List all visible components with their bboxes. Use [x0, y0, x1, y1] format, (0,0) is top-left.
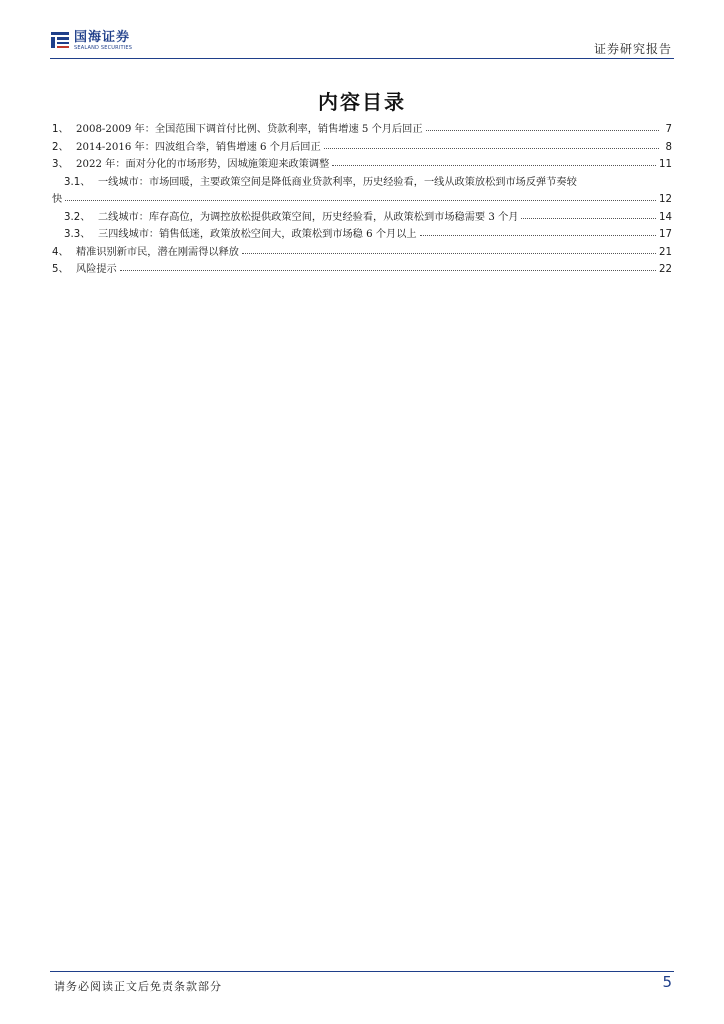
- toc-number: 3.3、: [64, 229, 91, 240]
- toc-leader-dots: [324, 139, 659, 149]
- header-divider: [50, 58, 674, 59]
- toc-text: 三四线城市：销售低迷，政策放松空间大，政策松到市场稳 6 个月以上: [98, 229, 417, 240]
- toc-leader-dots: [521, 209, 656, 219]
- toc-leader-dots: [426, 121, 659, 131]
- toc-text-continued: 快: [52, 194, 63, 205]
- toc-number: 2、: [52, 141, 69, 153]
- toc-entry-1[interactable]: [52, 121, 672, 139]
- toc-page: 14: [659, 211, 672, 223]
- toc-text: 一线城市：市场回暖，主要政策空间是降低商业贷款利率，历史经验看，一线从政策放松到市场反弹节奏较: [98, 176, 577, 188]
- toc-entry-5[interactable]: [52, 261, 672, 279]
- report-type-label: 证券研究报告: [593, 42, 672, 56]
- toc-entry-4[interactable]: [52, 244, 672, 262]
- toc-number: 3.2、: [64, 211, 91, 223]
- toc-page: 7: [665, 124, 672, 135]
- toc-text: 2008-2009 年：全国范围下调首付比例、贷款利率，销售增速 5 个月后回正: [76, 124, 423, 135]
- page-header: [50, 28, 674, 62]
- toc-page: 8: [665, 141, 672, 153]
- toc-page: 22: [659, 264, 672, 275]
- toc-number: 4、: [52, 246, 69, 258]
- toc-number: 3.1、: [64, 176, 91, 188]
- logo-english-name: SEALAND SECURITIES: [74, 45, 133, 51]
- toc-page: 21: [659, 246, 672, 258]
- toc-text: 风险提示: [76, 264, 117, 275]
- toc-entry-2[interactable]: [52, 139, 672, 157]
- table-of-contents: [52, 121, 672, 279]
- toc-text: 精准识别新市民，潜在刚需得以释放: [76, 246, 239, 258]
- toc-leader-dots: [332, 156, 656, 166]
- toc-page: 11: [659, 159, 672, 170]
- page-title: 内容目录: [318, 90, 406, 114]
- toc-leader-dots: [120, 261, 656, 271]
- footer-disclaimer: 请务必阅读正文后免责条款部分: [54, 980, 222, 993]
- toc-entry-3[interactable]: [52, 156, 672, 174]
- toc-leader-dots: [65, 191, 656, 201]
- sealand-logo-icon: [50, 30, 70, 50]
- toc-entry-3-3[interactable]: [52, 226, 672, 244]
- logo-chinese-name: 国海证券: [74, 30, 131, 45]
- toc-number: 5、: [52, 264, 69, 275]
- toc-page: 12: [659, 194, 672, 205]
- toc-text: 2022 年：面对分化的市场形势，因城施策迎来政策调整: [76, 159, 330, 170]
- toc-entry-3-1[interactable]: [52, 174, 672, 209]
- toc-leader-dots: [420, 226, 656, 236]
- toc-entry-3-2[interactable]: [52, 209, 672, 227]
- footer-divider: [50, 971, 674, 972]
- toc-number: 3、: [52, 159, 69, 170]
- toc-page: 17: [659, 229, 672, 240]
- company-logo: [50, 30, 132, 51]
- toc-text: 二线城市：库存高位，为调控放松提供政策空间，历史经验看，从政策松到市场稳需要 3 个月: [98, 211, 519, 223]
- toc-text: 2014-2016 年：四波组合拳，销售增速 6 个月后回正: [76, 141, 321, 153]
- page-number: 5: [662, 973, 672, 991]
- toc-leader-dots: [242, 244, 656, 254]
- toc-number: 1、: [52, 124, 69, 135]
